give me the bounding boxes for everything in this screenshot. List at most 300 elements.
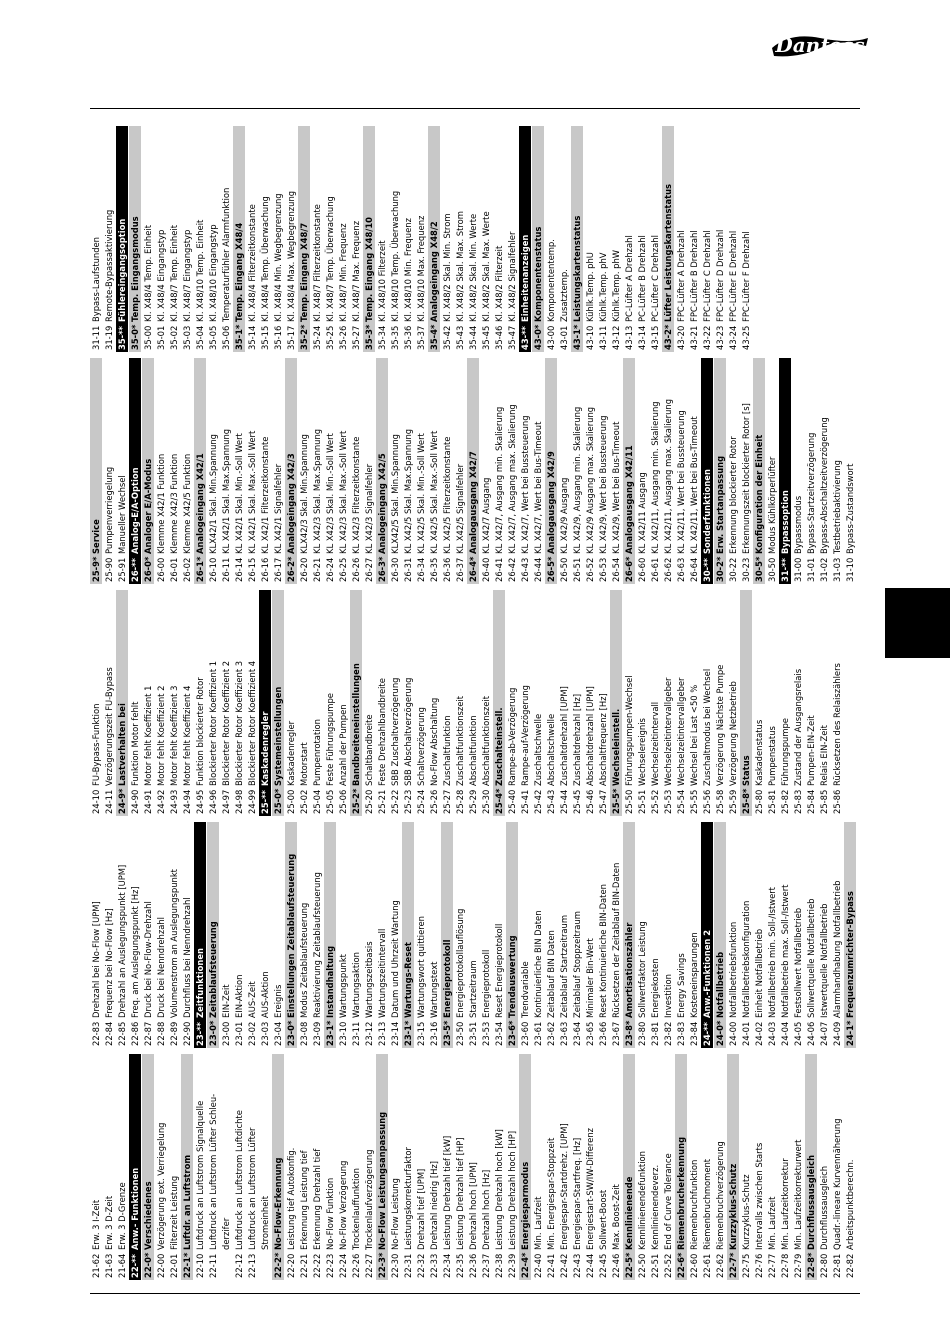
parameter-row	[571, 822, 583, 1048]
subgroup-header-row	[610, 590, 622, 816]
parameter-number: 31-02	[819, 557, 829, 582]
parameter-row	[454, 358, 466, 584]
parameter-name: Kühlk.Temp. phV	[598, 252, 608, 322]
parameter-number: 23-11	[351, 1021, 361, 1046]
parameter-row	[649, 822, 661, 1048]
parameter-name: FPC-Lüfter E Drehzahl	[728, 230, 738, 322]
parameter-number: 24-99	[247, 789, 257, 814]
parameter-number	[220, 1250, 232, 1280]
parameter-row	[480, 126, 492, 352]
parameter-name: Kurzzyklus-Schutz	[728, 1163, 738, 1250]
parameter-name: KL X42/5 Skal. Min.-Soll Wert	[416, 433, 426, 554]
parameter-row	[779, 1054, 791, 1280]
parameter-number: 24-91	[143, 789, 153, 814]
parameter-number: 25-53	[663, 789, 673, 814]
parameter-row	[506, 1054, 518, 1280]
parameter-name: Systemeinstellungen	[273, 686, 283, 786]
parameter-name: KL X42/5 Skal. Max.Spannung	[403, 428, 413, 554]
parameter-name: Relais EIN-Zeit	[819, 725, 829, 786]
parameter-number: 22-82	[845, 1253, 855, 1278]
parameter-row	[142, 822, 154, 1048]
parameter-name: Drehzahl hoch [Hz]	[481, 1169, 491, 1250]
parameter-name: Rücksetzen des Relaiszählers	[832, 663, 842, 786]
parameter-row	[636, 126, 648, 352]
parameter-row	[324, 1054, 336, 1280]
parameter-row	[337, 358, 349, 584]
parameter-name: FPC-Lüfter A Drehzahl	[676, 230, 686, 322]
parameter-row	[155, 590, 167, 816]
parameter-name: SBB Zuschaltverzögerung	[390, 677, 400, 786]
parameter-number: 24-94	[182, 789, 192, 814]
parameter-number: 22-5*	[624, 1252, 634, 1278]
parameter-row	[441, 1054, 453, 1280]
parameter-number: 25-84	[806, 789, 816, 814]
subgroup-header-row	[285, 358, 297, 584]
parameter-row	[389, 822, 401, 1048]
parameter-number: 22-85	[117, 1021, 127, 1046]
parameter-number: 22-23	[325, 1253, 335, 1278]
parameter-name: Kennlinienende	[624, 1176, 634, 1250]
parameter-row	[558, 126, 570, 352]
parameter-row	[246, 126, 258, 352]
parameter-name: Drehzahl hoch [UPM]	[468, 1162, 478, 1250]
parameter-row	[389, 1054, 401, 1280]
parameter-name: Bypassoption	[780, 490, 790, 554]
parameter-number: 25-50	[624, 789, 634, 814]
parameter-name: Testbetriebaktivierung	[832, 460, 842, 554]
parameter-name: Energiekosten	[650, 958, 660, 1018]
parameter-number: 26-14	[234, 557, 244, 582]
parameter-row	[493, 358, 505, 584]
parameter-number: 26-41	[494, 557, 504, 582]
parameter-number: 26-42	[507, 557, 517, 582]
parameter-row	[792, 590, 804, 816]
parameter-row	[259, 126, 271, 352]
parameter-row	[363, 822, 375, 1048]
parameter-row	[246, 358, 258, 584]
parameter-number: 23-80	[637, 1021, 647, 1046]
parameter-row	[363, 590, 375, 816]
parameter-number: 22-21	[299, 1253, 309, 1278]
parameter-row	[142, 126, 154, 352]
parameter-number: 25-24	[416, 789, 426, 814]
parameter-row	[246, 822, 258, 1048]
parameter-name: Kaskadenregler	[260, 711, 270, 786]
subgroup-header-row	[545, 358, 557, 584]
subgroup-header-row	[532, 126, 544, 352]
parameter-number: 35-17	[286, 325, 296, 350]
subgroup-header-row	[844, 822, 856, 1048]
parameter-name: Energiestart-SW/IW-Differenz	[585, 1127, 595, 1250]
parameter-name: Blockierter Rotor Koeffizient 3	[234, 660, 244, 786]
parameter-number: 25-52	[650, 789, 660, 814]
parameter-name: Zeitablaufsteuerung	[208, 921, 218, 1018]
subgroup-header-row	[714, 822, 726, 1048]
parameter-number: 23-82	[663, 1021, 673, 1046]
parameter-number: 26-31	[403, 557, 413, 582]
subgroup-header-row	[441, 822, 453, 1048]
parameter-number: 35-3*	[364, 324, 374, 350]
parameter-row	[727, 126, 739, 352]
parameter-number: 25-9*	[91, 556, 101, 582]
subgroup-header-row	[207, 822, 219, 1048]
parameter-row	[428, 358, 440, 584]
parameter-name: Wartungszeitbasis	[364, 941, 374, 1018]
parameter-name: Trockenlaufverzögerung	[364, 1149, 374, 1250]
parameter-name: KL X42/1 Filterzeitkonstante	[260, 436, 270, 554]
parameter-number: 43-24	[728, 325, 738, 350]
parameter-row	[103, 1054, 115, 1280]
parameter-name: Temp. Eingang X48/7	[299, 222, 309, 322]
parameter-name: Energiespar-Startfreq. [Hz]	[572, 1137, 582, 1250]
parameter-name: Erw. Startanpassung	[715, 455, 725, 554]
parameter-name: Abschaltfrequenz [Hz]	[598, 693, 608, 786]
parameter-name: Wartungswort quittieren	[416, 916, 426, 1018]
parameter-row	[324, 590, 336, 816]
parameter-name: Energy Savings	[676, 953, 686, 1018]
parameter-name: Sonderfunktionen	[702, 469, 712, 554]
parameter-row	[662, 1054, 674, 1280]
parameter-row	[129, 590, 141, 816]
parameter-row	[350, 358, 362, 584]
parameter-name: Minimaler Bin-Wert	[585, 938, 595, 1018]
parameter-row	[272, 822, 284, 1048]
parameter-row	[259, 358, 271, 584]
parameter-number: 23-0*	[286, 1020, 296, 1046]
parameter-row	[649, 590, 661, 816]
parameter-number: 25-91	[117, 557, 127, 582]
parameter-name: Notfallbetrieb	[715, 951, 725, 1018]
parameter-row	[519, 822, 531, 1048]
parameter-number: 23-16	[429, 1021, 439, 1046]
parameter-row	[376, 822, 388, 1048]
parameter-name: Temp. Eingang X48/10	[364, 217, 374, 322]
parameter-name: Wechselzeitintervallgeber	[663, 677, 673, 786]
parameter-row	[103, 590, 115, 816]
parameter-name: Kl. X48/7 Filterzeitkonstante	[312, 204, 322, 322]
parameter-name: Komponentenstatus	[533, 226, 543, 322]
parameter-number: 23-50	[455, 1021, 465, 1046]
parameter-row	[311, 126, 323, 352]
parameter-number: 31-11	[91, 325, 101, 350]
parameter-name: Modus Zeitablaufsteuerung	[299, 902, 309, 1018]
parameter-name: Instandhaltung	[325, 945, 335, 1018]
parameter-column-1	[90, 1050, 860, 1282]
parameter-name: KL X42/9 Ausgang	[559, 477, 569, 554]
parameter-row	[311, 358, 323, 584]
parameter-number: 22-7*	[728, 1252, 738, 1278]
parameter-number: 26-35	[429, 557, 439, 582]
parameter-number: 30-23	[741, 557, 751, 582]
parameter-number: 25-0*	[273, 788, 283, 814]
parameter-number: 35-37	[416, 325, 426, 350]
parameter-number: 24-11	[104, 789, 114, 814]
parameter-number: 22-80	[819, 1253, 829, 1278]
parameter-row	[194, 590, 206, 816]
group-header-row	[519, 126, 531, 352]
parameter-row	[636, 1054, 648, 1280]
parameter-name: KL X42/3 Skal. Min.-Soll Wert	[325, 433, 335, 554]
parameter-row	[597, 358, 609, 584]
parameter-number: 22-01	[169, 1253, 179, 1278]
chapter-tab	[885, 588, 950, 658]
parameter-number: 26-53	[598, 557, 608, 582]
parameter-name: Wechselzeitintervall	[650, 701, 660, 786]
parameter-number: 22-37	[481, 1253, 491, 1278]
parameter-name: Lüfter Leistungskartenstatus	[663, 183, 673, 322]
group-header-row	[259, 590, 271, 816]
subgroup-header-row	[350, 590, 362, 816]
parameter-name: Durchflussausgleich	[806, 1154, 816, 1250]
parameter-name: Einheit Notfallbetrieb	[754, 928, 764, 1018]
parameter-name: Konfiguration der Einheit	[754, 434, 764, 554]
parameter-number: 25-45	[572, 789, 582, 814]
parameter-number: 22-84	[104, 1021, 114, 1046]
parameter-row	[155, 358, 167, 584]
parameter-row	[480, 822, 492, 1048]
parameter-name: KL X42/7 Ausgang	[481, 477, 491, 554]
parameter-row	[727, 358, 739, 584]
parameter-name: Zuschaltfunktion	[442, 715, 452, 786]
parameter-number: 43-22	[702, 325, 712, 350]
group-header-row	[129, 1054, 141, 1280]
parameter-name: Kl. X48/2 Skal. Max. Strom	[455, 211, 465, 322]
parameter-row	[545, 590, 557, 816]
parameter-name: Schaltverzögerung	[416, 707, 426, 786]
parameter-name: Wartungszeitintervall	[377, 928, 387, 1018]
parameter-number: 22-8*	[806, 1252, 816, 1278]
parameter-number: 35-44	[468, 325, 478, 350]
parameter-name: Analogausgang X42/11	[624, 445, 634, 554]
parameter-number: 35-46	[494, 325, 504, 350]
parameter-number: 24-90	[130, 789, 140, 814]
parameter-name: Bypassmodus	[793, 495, 803, 554]
subgroup-header-row	[298, 126, 310, 352]
parameter-number: 25-41	[520, 789, 530, 814]
parameter-row	[350, 1054, 362, 1280]
subgroup-header-row	[805, 1054, 817, 1280]
parameter-row	[233, 1054, 245, 1280]
parameter-name: Zuschaltfunktionszeit	[455, 695, 465, 786]
subgroup-header-row	[714, 358, 726, 584]
parameter-number: 43-1*	[572, 324, 582, 350]
parameter-name: Kennlinienendeverz.	[650, 1164, 660, 1250]
parameter-number: 35-1*	[234, 324, 244, 350]
parameter-name: Manueller Wechsel	[117, 475, 127, 554]
parameter-number: 26-2*	[286, 556, 296, 582]
parameter-number: 35-15	[260, 325, 270, 350]
parameter-row	[714, 590, 726, 816]
parameter-name: Klemme X42/1 Funktion	[156, 453, 166, 554]
parameter-number: 26-64	[689, 557, 699, 582]
parameter-name: End of Curve Tolerance	[663, 1153, 673, 1250]
subgroup-header-row	[272, 1054, 284, 1280]
group-header-row	[701, 358, 713, 584]
parameter-number: 25-29	[468, 789, 478, 814]
parameter-number: 43-11	[598, 325, 608, 350]
parameter-number: 22-26	[351, 1253, 361, 1278]
parameter-row	[142, 590, 154, 816]
parameter-row	[597, 1054, 609, 1280]
parameter-number: 21-62	[91, 1253, 101, 1278]
parameter-number: 25-06	[338, 789, 348, 814]
parameter-number: 22-75	[741, 1253, 751, 1278]
parameter-name: Verzögerungszeit FU-Bypass	[104, 667, 114, 786]
parameter-name: Service	[91, 519, 101, 554]
parameter-name: Riemenbruchmoment	[702, 1158, 712, 1250]
parameter-row	[116, 822, 128, 1048]
parameter-name: Investition	[663, 974, 673, 1018]
parameter-number: 22-1*	[182, 1252, 192, 1278]
parameter-name: Abschaltdrehzahl [UPM]	[585, 686, 595, 786]
parameter-name: Alarmhandhabung Notfallbetrieb	[832, 880, 842, 1018]
parameter-number: 26-0*	[143, 556, 153, 582]
parameter-name: Zuschaltdrehzahl [Hz]	[572, 693, 582, 786]
parameter-row	[805, 358, 817, 584]
brand-wordmark: Danfoss	[775, 33, 865, 57]
parameter-number: 24-96	[208, 789, 218, 814]
parameter-name: Kl. X48/4 Filterzeitkonstante	[247, 204, 257, 322]
parameter-name: Erw. 3 D-Grenze	[117, 1182, 127, 1250]
subgroup-header-row	[662, 126, 674, 352]
parameter-number: 25-56	[702, 789, 712, 814]
subgroup-header-row	[623, 822, 635, 1048]
parameter-number: 35-05	[208, 325, 218, 350]
parameter-number: 23-66	[598, 1021, 608, 1046]
parameter-name: Freq. am Auslegungspunkt [Hz]	[130, 886, 140, 1018]
subgroup-header-row	[506, 822, 518, 1048]
parameter-row	[701, 590, 713, 816]
parameter-number: 24-0*	[715, 1020, 725, 1046]
subgroup-header-row	[493, 590, 505, 816]
parameter-row	[558, 822, 570, 1048]
parameter-number: 22-60	[689, 1253, 699, 1278]
parameter-row	[675, 590, 687, 816]
parameter-number: 23-83	[676, 1021, 686, 1046]
parameter-name: Führungspumpe	[780, 718, 790, 786]
parameter-row	[350, 126, 362, 352]
footer-rule	[90, 1293, 860, 1294]
parameter-number: 43-12	[611, 325, 621, 350]
parameter-name: Motorstart	[299, 742, 309, 786]
parameter-name: Kl. X48/10 Temp. Einheit	[195, 219, 205, 322]
parameter-number: 26-51	[572, 557, 582, 582]
parameter-row	[571, 590, 583, 816]
parameter-name: KL X42/5 Signalfehler	[455, 463, 465, 554]
parameter-number: 43-00	[546, 325, 556, 350]
parameter-number: 26-60	[637, 557, 647, 582]
parameter-name: Kl. X48/7 Eingangstyp	[182, 229, 192, 322]
parameter-name: Max. Boost-Zeit	[611, 1184, 621, 1250]
parameter-number: 22-6*	[676, 1252, 686, 1278]
parameter-row	[116, 1054, 128, 1280]
parameter-name: Intervalls zwischen Starts	[754, 1142, 764, 1250]
parameter-row	[467, 126, 479, 352]
parameter-number: 31-01	[806, 557, 816, 582]
parameter-number: 22-62	[715, 1253, 725, 1278]
parameter-number: 35-**	[117, 326, 127, 350]
parameter-row	[675, 126, 687, 352]
parameter-row	[792, 358, 804, 584]
parameter-number: 35-26	[338, 325, 348, 350]
parameter-name: Kl. X48/7 Min. Frequenz	[338, 223, 348, 322]
parameter-name: Analogeingang X42/1	[195, 453, 205, 554]
parameter-name: Istwertquelle Notfallbetrieb	[819, 903, 829, 1018]
parameter-row	[506, 126, 518, 352]
parameter-number: 22-44	[585, 1253, 595, 1278]
parameter-number: 31-10	[845, 557, 855, 582]
parameter-number: 22-00	[156, 1253, 166, 1278]
parameter-number: 26-02	[182, 557, 192, 582]
parameter-name: Analogausgang X42/9	[546, 451, 556, 554]
parameter-row	[792, 822, 804, 1048]
parameter-number: 26-00	[156, 557, 166, 582]
parameter-row	[727, 590, 739, 816]
parameter-row	[233, 590, 245, 816]
parameter-row	[467, 822, 479, 1048]
parameter-number: 24-01	[741, 1021, 751, 1046]
parameter-number: 23-14	[390, 1021, 400, 1046]
parameter-number: 31-03	[832, 557, 842, 582]
parameter-number: 26-43	[520, 557, 530, 582]
parameter-number: 26-27	[364, 557, 374, 582]
parameter-row	[649, 1054, 661, 1280]
parameter-number: 22-10	[195, 1253, 205, 1278]
parameter-row	[480, 590, 492, 816]
parameter-number: 43-14	[637, 325, 647, 350]
parameter-number: 35-0*	[130, 324, 140, 350]
parameter-number: 26-40	[481, 557, 491, 582]
parameter-number: 26-54	[611, 557, 621, 582]
subgroup-header-row	[233, 126, 245, 352]
parameter-name: Wechselereignis	[637, 718, 647, 786]
parameter-number: 26-21	[312, 557, 322, 582]
parameter-row	[155, 822, 167, 1048]
parameter-row	[454, 1054, 466, 1280]
parameter-number: 22-83	[91, 1021, 101, 1046]
parameter-name: Erw. 3 D-Zeit	[104, 1195, 114, 1250]
parameter-name: FPC-Lüfter C Drehzahl	[702, 230, 712, 322]
parameter-number: 23-13	[377, 1021, 387, 1046]
parameter-number: 26-5*	[546, 556, 556, 582]
parameter-row	[467, 590, 479, 816]
parameter-number: 23-15	[416, 1021, 426, 1046]
parameter-name: Zeitfunktionen	[195, 948, 205, 1018]
parameter-name: KL X42/9 Ausgang max. Skalierung	[585, 406, 595, 554]
parameter-row	[610, 1054, 622, 1280]
parameter-name: Erw. 3 I-Zeit	[91, 1199, 101, 1250]
parameter-name: No-Flow Leistungsanpassung	[377, 1111, 387, 1250]
parameter-number: 25-54	[676, 789, 686, 814]
parameter-row	[766, 822, 778, 1048]
parameter-number: 25-00	[286, 789, 296, 814]
parameter-row	[714, 1054, 726, 1280]
parameter-number: 23-51	[468, 1021, 478, 1046]
parameter-name: KL X42/3 Skal. Max.Spannung	[312, 428, 322, 554]
parameter-number: 26-63	[676, 557, 686, 582]
parameter-name: Min. Laufzeitkorrektur	[780, 1158, 790, 1250]
parameter-number: 23-64	[572, 1021, 582, 1046]
parameter-name: Kühlk.Temp. phU	[585, 252, 595, 322]
parameter-row	[168, 358, 180, 584]
parameter-row	[519, 590, 531, 816]
parameter-name: Sollwert-Boost	[598, 1189, 608, 1250]
parameter-row	[610, 822, 622, 1048]
parameter-name: Kl. X48/10 Min. Frequenz	[403, 218, 413, 322]
parameter-name: Funktion blockierter Rotor	[195, 677, 205, 786]
parameter-number: 24-03	[767, 1021, 777, 1046]
parameter-row	[688, 822, 700, 1048]
